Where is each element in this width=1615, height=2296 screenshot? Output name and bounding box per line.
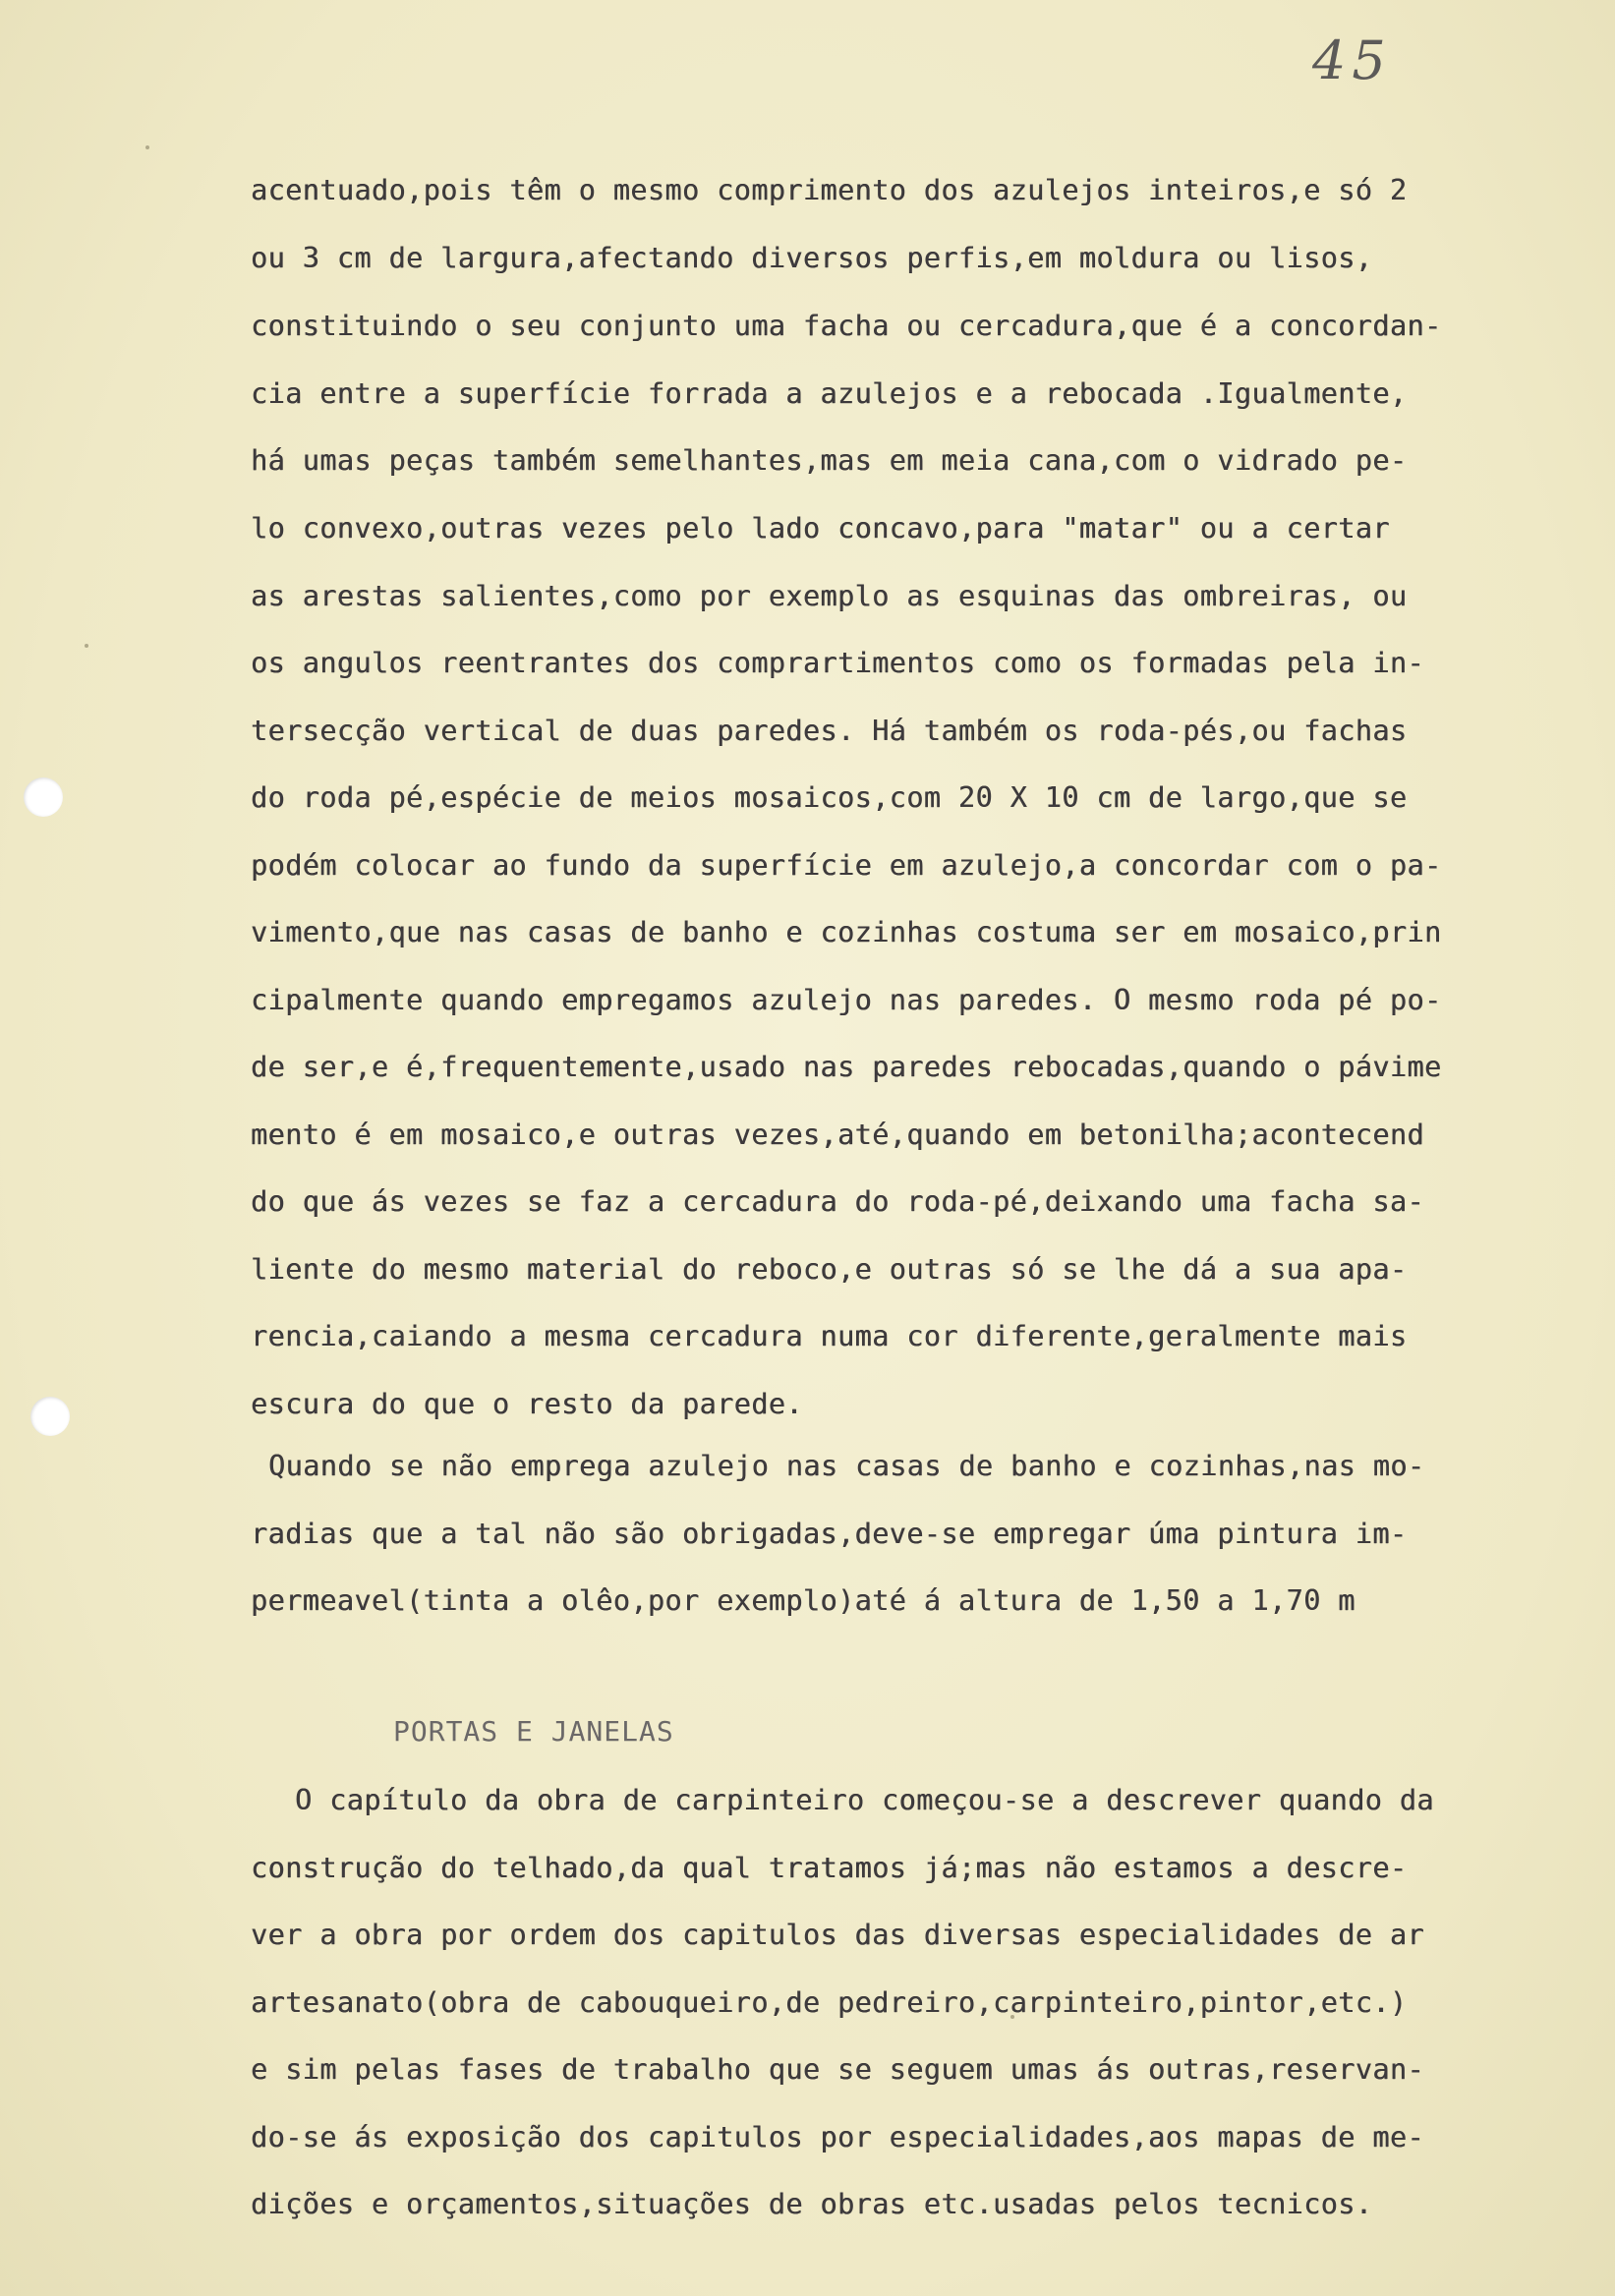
text-line: de ser,e é,frequentemente,usado nas paredes rebocadas,quando o pávime (251, 1051, 1442, 1083)
text-line: e sim pelas fases de trabalho que se seguem umas ás outras,reservan- (251, 2053, 1424, 2086)
text-line: há umas peças também semelhantes,mas em meia cana,com o vidrado pe- (251, 444, 1408, 477)
text-line: radias que a tal não são obrigadas,deve-se empregar úma pintura im- (251, 1518, 1408, 1550)
text-line: ver a obra por ordem dos capitulos das diversas especialidades de ar (251, 1919, 1424, 1951)
text-line: construção do telhado,da qual tratamos já;mas não estamos a descre- (251, 1852, 1408, 1884)
text-line: vimento,que nas casas de banho e cozinhas costuma ser em mosaico,prin (251, 916, 1442, 948)
text-line: liente do mesmo material do reboco,e outras só se lhe dá a sua apa- (251, 1253, 1408, 1286)
text-line: escura do que o resto da parede. (251, 1388, 803, 1420)
text-line: as arestas salientes,como por exemplo as esquinas das ombreiras, ou (251, 580, 1408, 612)
paper-speck (85, 644, 88, 648)
section-heading: PORTAS E JANELAS (393, 1715, 674, 1748)
text-line: do roda pé,espécie de meios mosaicos,com 20 X 10 cm de largo,que se (251, 781, 1408, 814)
text-line: tersecção vertical de duas paredes. Há também os roda-pés,ou fachas (251, 715, 1408, 747)
text-line: permeavel(tinta a olêo,por exemplo)até á altura de 1,50 a 1,70 m (251, 1584, 1355, 1617)
text-line: O capítulo da obra de carpinteiro começou-se a descrever quando da (295, 1784, 1434, 1816)
text-line: cipalmente quando empregamos azulejo nas paredes. O mesmo roda pé po- (251, 984, 1442, 1016)
text-line: podém colocar ao fundo da superfície em azulejo,a concordar com o pa- (251, 849, 1442, 882)
page-number: 45 (1312, 29, 1392, 91)
text-line: artesanato(obra de cabouqueiro,de pedreiro,carpinteiro,pintor,etc.) (251, 1986, 1408, 2019)
paper-speck (145, 145, 149, 149)
text-line: os angulos reentrantes dos comprartimentos como os formadas pela in- (251, 647, 1424, 679)
text-line: ou 3 cm de largura,afectando diversos perfis,em moldura ou lisos, (251, 242, 1373, 274)
text-line: do que ás vezes se faz a cercadura do roda-pé,deixando uma facha sa- (251, 1185, 1424, 1218)
text-line: do-se ás exposição dos capitulos por especialidades,aos mapas de me- (251, 2121, 1424, 2153)
text-line: acentuado,pois têm o mesmo comprimento dos azulejos inteiros,e só 2 (251, 174, 1408, 206)
punch-hole (24, 777, 63, 817)
text-line: rencia,caiando a mesma cercadura numa cor diferente,geralmente mais (251, 1320, 1408, 1352)
text-line: constituindo o seu conjunto uma facha ou cercadura,que é a concordan- (251, 310, 1442, 342)
text-line: lo convexo,outras vezes pelo lado concavo,para "matar" ou a certar (251, 512, 1390, 545)
punch-hole (30, 1397, 70, 1436)
text-line: cia entre a superfície forrada a azulejos e a rebocada .Igualmente, (251, 377, 1408, 410)
text-line: dições e orçamentos,situações de obras etc.usadas pelos tecnicos. (251, 2188, 1373, 2220)
text-line: Quando se não emprega azulejo nas casas de banho e cozinhas,nas mo- (268, 1450, 1425, 1482)
text-line: mento é em mosaico,e outras vezes,até,quando em betonilha;acontecend (251, 1119, 1424, 1151)
